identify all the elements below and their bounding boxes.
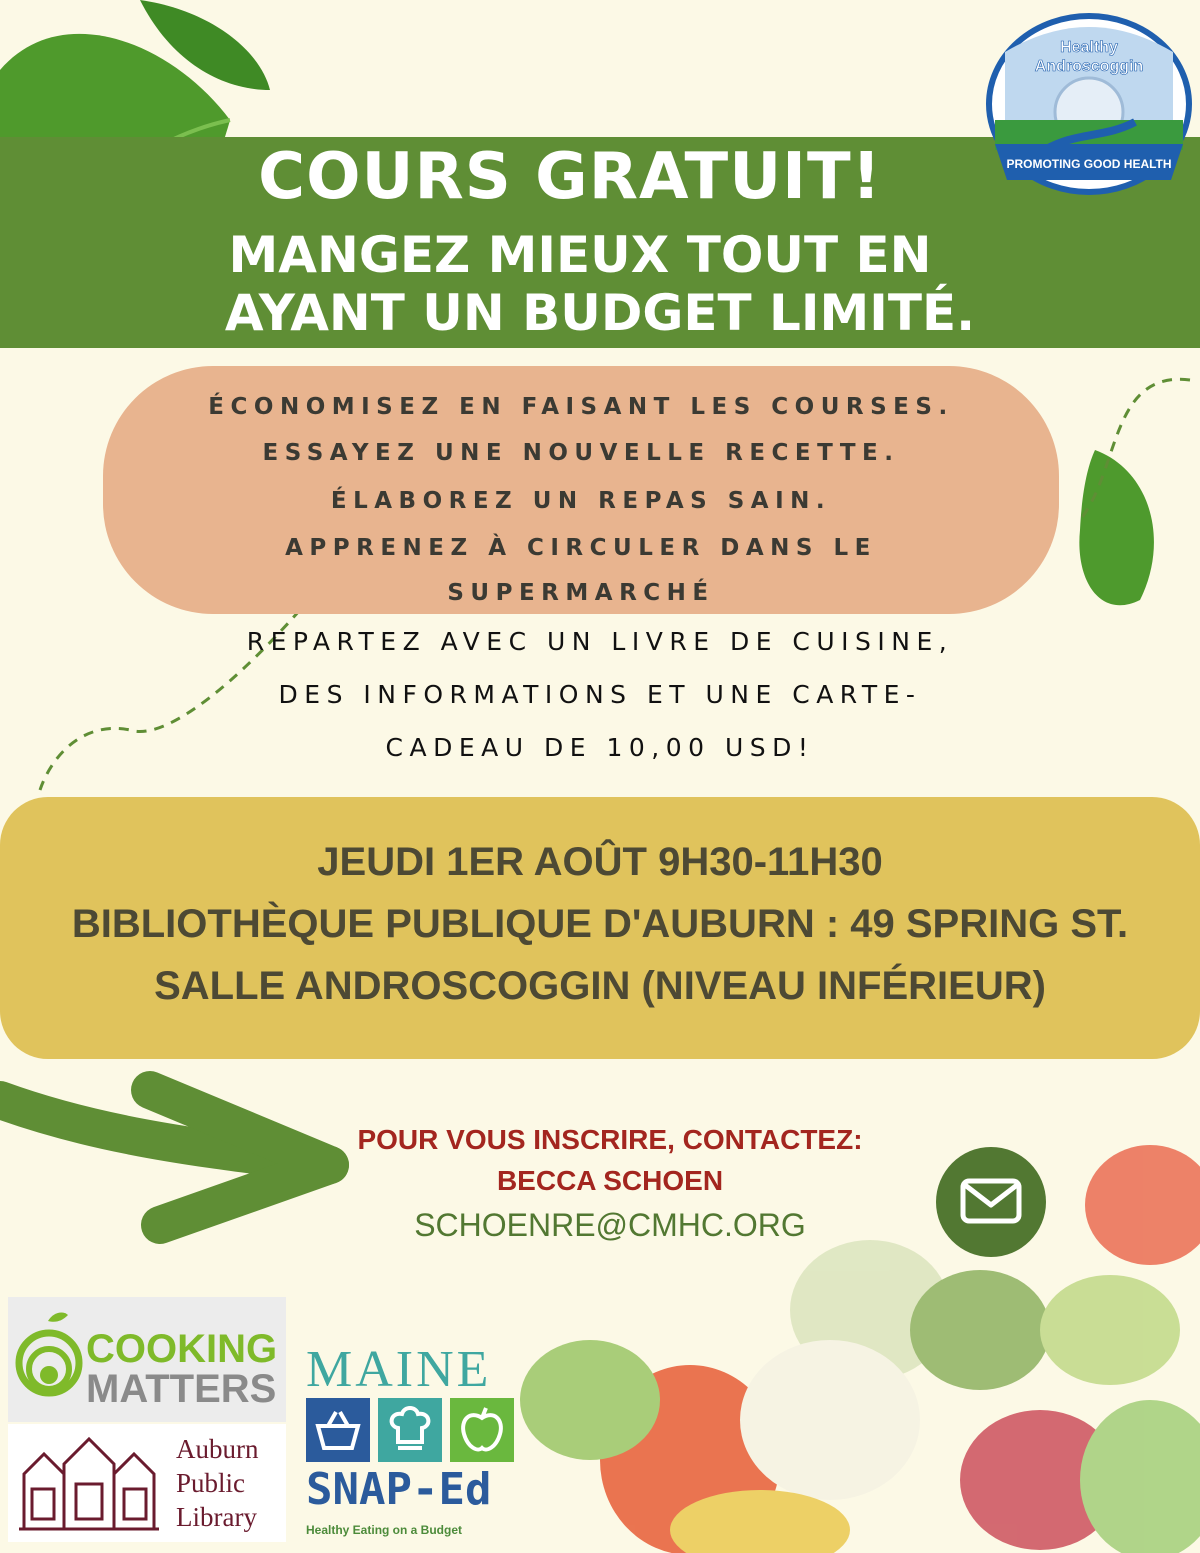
page-subtitle-line-1: MANGEZ MIEUX TOUT EN	[228, 226, 932, 284]
benefit-line: DES INFORMATIONS ET UNE CARTE-	[278, 680, 922, 709]
library-line-2: Public	[176, 1468, 246, 1498]
email-button[interactable]	[936, 1147, 1046, 1257]
tip-item: ESSAYEZ UNE NOUVELLE RECETTE.	[262, 440, 900, 466]
contact-name: BECCA SCHOEN	[496, 1165, 724, 1196]
badge-line-1: Healthy	[1060, 39, 1118, 56]
basket-icon	[306, 1398, 370, 1462]
cooking-matters-line-2: MATTERS	[86, 1367, 277, 1411]
page-subtitle-line-2: AYANT UN BUDGET LIMITÉ.	[224, 284, 976, 342]
healthy-androscoggin-logo	[985, 12, 1193, 202]
library-line-3: Library	[176, 1502, 257, 1532]
arrow-icon	[0, 1090, 330, 1225]
cooking-matters-line-1: COOKING	[86, 1327, 278, 1371]
basil-leaf-right-decoration	[1079, 450, 1154, 605]
library-line-1: Auburn	[176, 1434, 259, 1464]
tip-item: SUPERMARCHÉ	[447, 580, 715, 606]
event-location: BIBLIOTHÈQUE PUBLIQUE D'AUBURN : 49 SPRING ST.	[71, 902, 1129, 946]
benefit-line: CADEAU DE 10,00 USD!	[385, 733, 815, 762]
maine-snap-ed-state: MAINE	[306, 1341, 492, 1398]
badge-line-2: Androscoggin	[1034, 58, 1144, 75]
library-building-icon	[14, 1434, 164, 1534]
badge-ribbon: PROMOTING GOOD HEALTH	[1006, 157, 1172, 171]
cooking-matters-logo	[8, 1297, 286, 1422]
chef-hat-icon	[378, 1398, 442, 1462]
mail-icon	[936, 1147, 1046, 1257]
contact-email-link[interactable]: SCHOENRE@CMHC.ORG	[414, 1207, 806, 1243]
tip-item: ÉCONOMISEZ EN FAISANT LES COURSES.	[208, 394, 954, 420]
contact-label: POUR VOUS INSCRIRE, CONTACTEZ:	[357, 1124, 863, 1155]
event-room: SALLE ANDROSCOGGIN (NIVEAU INFÉRIEUR)	[154, 964, 1046, 1008]
maine-snap-ed-name: SNAP-Ed	[306, 1464, 492, 1515]
tip-item: APPRENEZ À CIRCULER DANS LE	[285, 535, 877, 561]
benefit-line: REPARTEZ AVEC UN LIVRE DE CUISINE,	[246, 627, 954, 656]
apple-icon	[14, 1311, 84, 1401]
maine-snap-ed-tagline: Healthy Eating on a Budget	[306, 1523, 463, 1537]
page-title: COURS GRATUIT!	[258, 140, 882, 214]
auburn-public-library-logo	[8, 1424, 286, 1542]
event-date-time: JEUDI 1ER AOÛT 9H30-11H30	[317, 840, 883, 884]
apple-icon	[450, 1398, 514, 1462]
tip-item: ÉLABOREZ UN REPAS SAIN.	[330, 488, 832, 514]
